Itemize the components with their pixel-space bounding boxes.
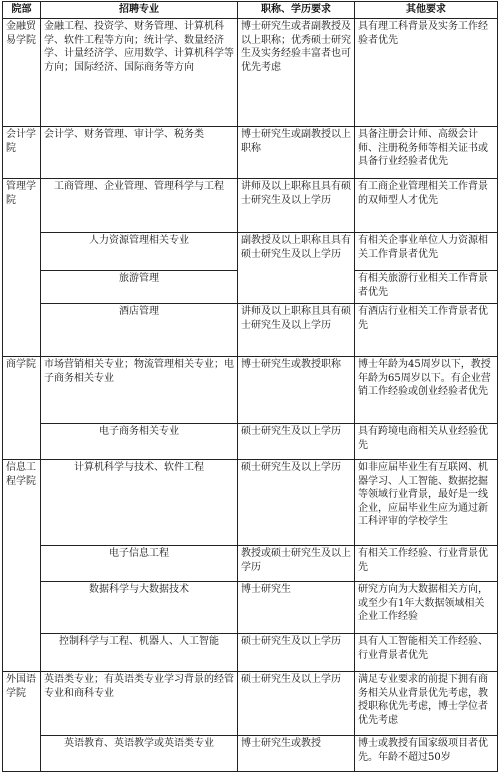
college-cell: 信息工程学院 <box>3 460 41 672</box>
title-cell: 讲师及以上职称且具有硕士研究生及以上学历 <box>238 179 355 233</box>
title-cell: 博士研究生或教授职称 <box>238 357 355 424</box>
major-cell: 旅游管理 <box>41 271 238 304</box>
college-cell: 外国语学院 <box>3 672 41 772</box>
major-cell: 英语类专业；有英语类专业学习背景的经管专业和商科专业 <box>41 672 238 736</box>
other-cell: 研究方向为大数据相关方向，或至少有1年大数据领域相关企业工作经验 <box>355 582 498 634</box>
table-row <box>3 357 498 424</box>
major-cell: 英语教育、英语教学或英语类专业 <box>41 736 238 772</box>
other-cell: 具备注册会计师、高级会计师、注册税务师等相关证书或具备行业经验者优先 <box>355 127 498 179</box>
college-cell: 会计学院 <box>3 127 41 179</box>
title-cell: 硕士研究生及以上学历 <box>238 460 355 546</box>
major-cell: 电子商务相关专业 <box>41 424 238 460</box>
title-cell: 硕士研究生及以上学历 <box>238 634 355 672</box>
header-title-education: 职称、学历要求 <box>238 2 355 19</box>
table-row <box>3 672 498 736</box>
header-major: 招聘专业 <box>41 2 238 19</box>
title-cell: 教授或硕士研究生及以上学历 <box>238 546 355 582</box>
other-cell: 博士年龄为45周岁以下，教授年龄为65周岁以下。有企业营销工作经验或创业经验者优先 <box>355 357 498 424</box>
major-cell: 酒店管理 <box>41 304 238 357</box>
major-cell: 工商管理、企业管理、管理科学与工程 <box>41 179 238 233</box>
table-row <box>3 127 498 179</box>
other-cell: 如非应届毕业生有互联网、机器学习、人工智能、数据挖掘等领域行业背景，最好是一线企业，应届毕业生应为通过新工科评审的学校学生 <box>355 460 498 546</box>
title-cell: 博士研究生或副教授以上职称 <box>238 127 355 179</box>
major-cell: 会计学、财务管理、审计学、税务类 <box>41 127 238 179</box>
table-row <box>3 424 498 460</box>
other-cell: 有酒店行业相关工作背景者优先 <box>355 304 498 357</box>
major-cell: 数据科学与大数据技术 <box>41 582 238 634</box>
other-cell: 有相关旅游行业相关工作背景者优先 <box>355 271 498 304</box>
title-cell: 博士研究生或教授 <box>238 736 355 772</box>
table-row <box>3 233 498 271</box>
other-cell: 满足专业要求的前提下拥有商务相关从业背景优先考虑，教授职称优先考虑，博士学位者优先考虑 <box>355 672 498 736</box>
table-header-row <box>3 2 498 19</box>
table-row <box>3 546 498 582</box>
major-cell: 控制科学与工程、机器人、人工智能 <box>41 634 238 672</box>
recruitment-table <box>2 1 498 772</box>
table-row <box>3 582 498 634</box>
major-cell: 金融工程、投资学、财务管理、计算机科学、软件工程等方向；统计学、数量经济学、计量经济学、应用数学、计算机科学等方向；国际经济、国际商务等方向 <box>41 19 238 127</box>
major-cell: 计算机科学与技术、软件工程 <box>41 460 238 546</box>
other-cell: 有相关工作经验、行业背景优先 <box>355 546 498 582</box>
other-cell: 博士或教授有国家级项目者优先。年龄不超过50岁 <box>355 736 498 772</box>
table-row <box>3 634 498 672</box>
header-college: 院部 <box>3 2 41 19</box>
college-cell: 管理学院 <box>3 179 41 357</box>
other-cell: 具有理工科背景及实务工作经验者优先 <box>355 19 498 127</box>
title-cell: 博士研究生 <box>238 582 355 634</box>
table-row <box>3 460 498 546</box>
table-row <box>3 304 498 357</box>
other-cell: 具有人工智能相关工作经验、行业背景者优先 <box>355 634 498 672</box>
title-cell: 博士研究生或者副教授及以上职称；优秀硕士研究生及实务经验丰富者也可优先考虑 <box>238 19 355 127</box>
title-cell: 硕士研究生及以上学历 <box>238 672 355 736</box>
table-row <box>3 736 498 772</box>
title-cell: 副教授及以上职称且具有硕士研究生及以上学历 <box>238 233 355 304</box>
header-other-requirements: 其他要求 <box>355 2 498 19</box>
other-cell: 有相关企事业单位人力资源相关工作背景者优先 <box>355 233 498 271</box>
major-cell: 市场营销相关专业；物流管理相关专业；电子商务相关专业 <box>41 357 238 424</box>
major-cell: 人力资源管理相关专业 <box>41 233 238 271</box>
table-row <box>3 179 498 233</box>
other-cell: 有工商企业管理相关工作背景的双师型人才优先 <box>355 179 498 233</box>
title-cell: 讲师及以上职称且具有硕士研究生及以上学历 <box>238 304 355 357</box>
table-row <box>3 19 498 127</box>
other-cell: 具有跨境电商相关从业经验优先 <box>355 424 498 460</box>
college-cell: 商学院 <box>3 357 41 460</box>
major-cell: 电子信息工程 <box>41 546 238 582</box>
college-cell: 金融贸易学院 <box>3 19 41 127</box>
title-cell: 硕士研究生及以上学历 <box>238 424 355 460</box>
